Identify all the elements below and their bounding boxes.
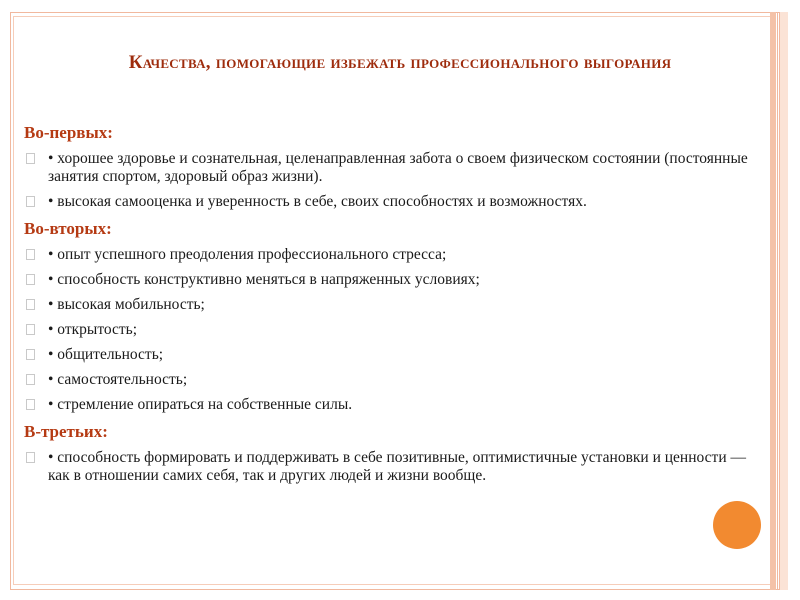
list-item-text: • общительность; [48,346,164,363]
list-item-text: • стремление опираться на собственные силы. [48,396,353,413]
bullet-box-icon [26,452,35,463]
section-heading-first: Во-первых: [24,123,113,142]
list-item [24,193,754,211]
bullet-box-icon [26,249,35,260]
list-item [24,396,754,414]
list-item [24,449,754,485]
section-heading-third: В-третьих: [24,422,108,441]
bullet-box-icon [26,196,35,207]
list-item-text: • способность формировать и поддерживать в себе позитивные, оптимистичные установки и ценности — как в отношении самих себя, так и других людей и жизни вообще. [48,449,746,484]
list-item [24,321,754,339]
list-item [24,296,754,314]
bullet-box-icon [26,274,35,285]
list-item [24,246,754,264]
list-item [24,150,754,186]
slide-content [24,122,754,492]
section-heading-second: Во-вторых: [24,219,112,238]
list-item-text: • самостоятельность; [48,371,188,388]
list-item-text: • опыт успешного преодоления профессионального стресса; [48,246,447,263]
list-item [24,371,754,389]
list-item [24,271,754,289]
list-item-text: • высокая мобильность; [48,296,205,313]
right-decor-bar-light [780,12,788,590]
list-item-text: • высокая самооценка и уверенность в себе, своих способностях и возможностях. [48,193,587,210]
accent-circle-icon [713,501,761,549]
bullet-box-icon [26,374,35,385]
bullet-box-icon [26,299,35,310]
slide-title: Качества, помогающие избежать профессионального выгорания [128,52,672,73]
list-item-text: • способность конструктивно меняться в напряженных условиях; [48,271,480,288]
list-item [24,346,754,364]
list-item-text: • открытость; [48,321,138,338]
bullet-box-icon [26,324,35,335]
right-decor-bar [770,12,776,590]
list-item-text: • хорошее здоровье и сознательная, целенаправленная забота о своем физическом состоянии (постоянные занятия спортом, здоровый образ жизни). [48,150,748,185]
bullet-box-icon [26,153,35,164]
right-decor-line [777,12,778,590]
bullet-box-icon [26,399,35,410]
bullet-box-icon [26,349,35,360]
